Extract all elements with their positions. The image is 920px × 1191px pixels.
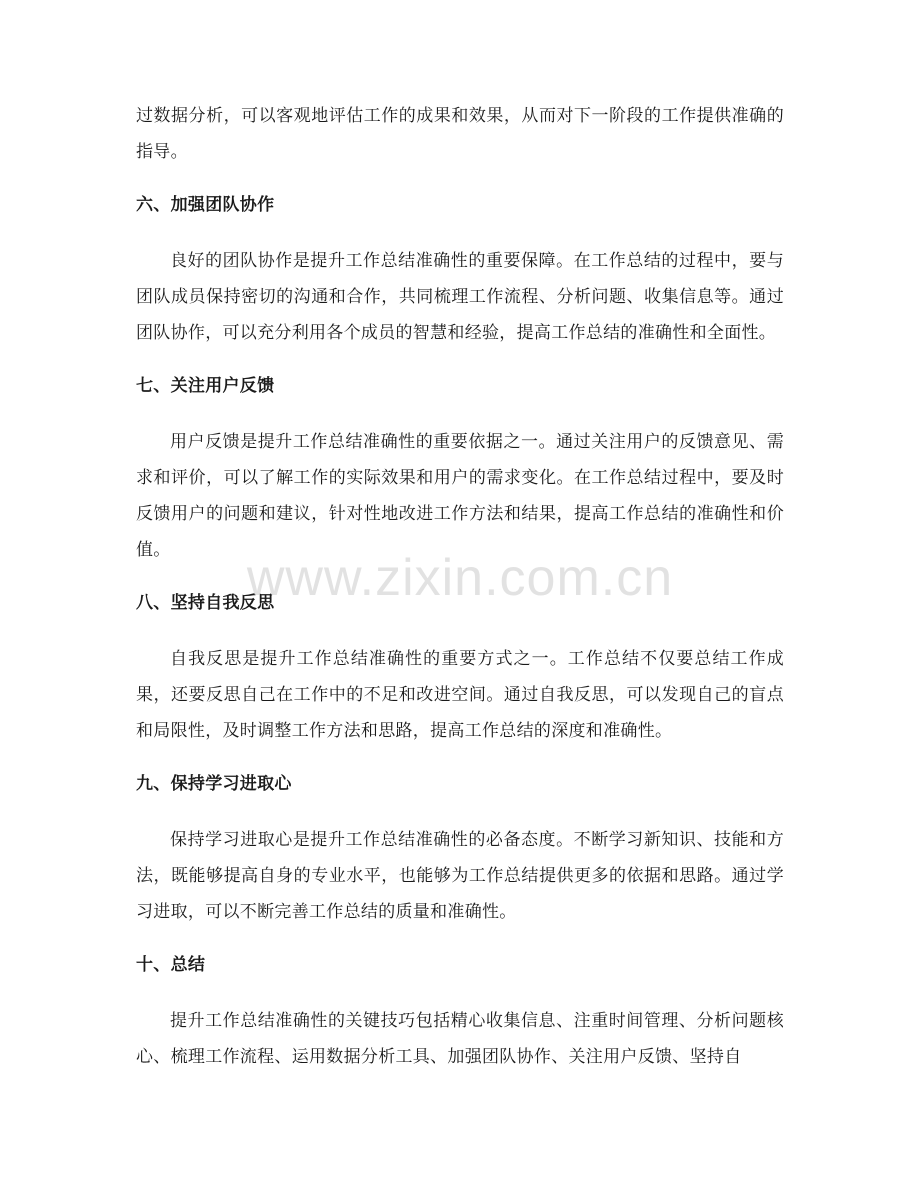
section-body-6: 良好的团队协作是提升工作总结准确性的重要保障。在工作总结的过程中，要与团队成员保持密切的沟通和合作，共同梳理工作流程、分析问题、收集信息等。通过团队协作，可以充分利用各个成员的智慧和经验，提高工作总结的准确性和全面性。 — [136, 251, 784, 343]
document-page — [136, 98, 784, 1075]
section-heading-9: 九、保持学习进取心 — [136, 774, 292, 794]
section-body-8: 自我反思是提升工作总结准确性的重要方式之一。工作总结不仅要总结工作成果，还要反思自己在工作中的不足和改进空间。通过自我反思，可以发现自己的盲点和局限性，及时调整工作方法和思路，提高工作总结的深度和准确性。 — [136, 649, 784, 741]
section-heading-8: 八、坚持自我反思 — [136, 593, 275, 613]
intro-paragraph: 过数据分析，可以客观地评估工作的成果和效果，从而对下一阶段的工作提供准确的指导。 — [136, 106, 784, 162]
watermark: www.zixin.com.cn — [246, 549, 674, 607]
section-body-9: 保持学习进取心是提升工作总结准确性的必备态度。不断学习新知识、技能和方法，既能够提高自身的专业水平，也能够为工作总结提供更多的依据和思路。通过学习进取，可以不断完善工作总结的质量和准确性。 — [136, 830, 784, 922]
section-body-10: 提升工作总结准确性的关键技巧包括精心收集信息、注重时间管理、分析问题核心、梳理工作流程、运用数据分析工具、加强团队协作、关注用户反馈、坚持自 — [136, 1011, 784, 1067]
section-heading-7: 七、关注用户反馈 — [136, 376, 275, 396]
section-heading-6: 六、加强团队协作 — [136, 195, 275, 215]
section-body-7: 用户反馈是提升工作总结准确性的重要依据之一。通过关注用户的反馈意见、需求和评价，可以了解工作的实际效果和用户的需求变化。在工作总结过程中，要及时反馈用户的问题和建议，针对性地改进工作方法和结果，提高工作总结的准确性和价值。 — [136, 432, 784, 560]
section-heading-10: 十、总结 — [136, 955, 206, 975]
